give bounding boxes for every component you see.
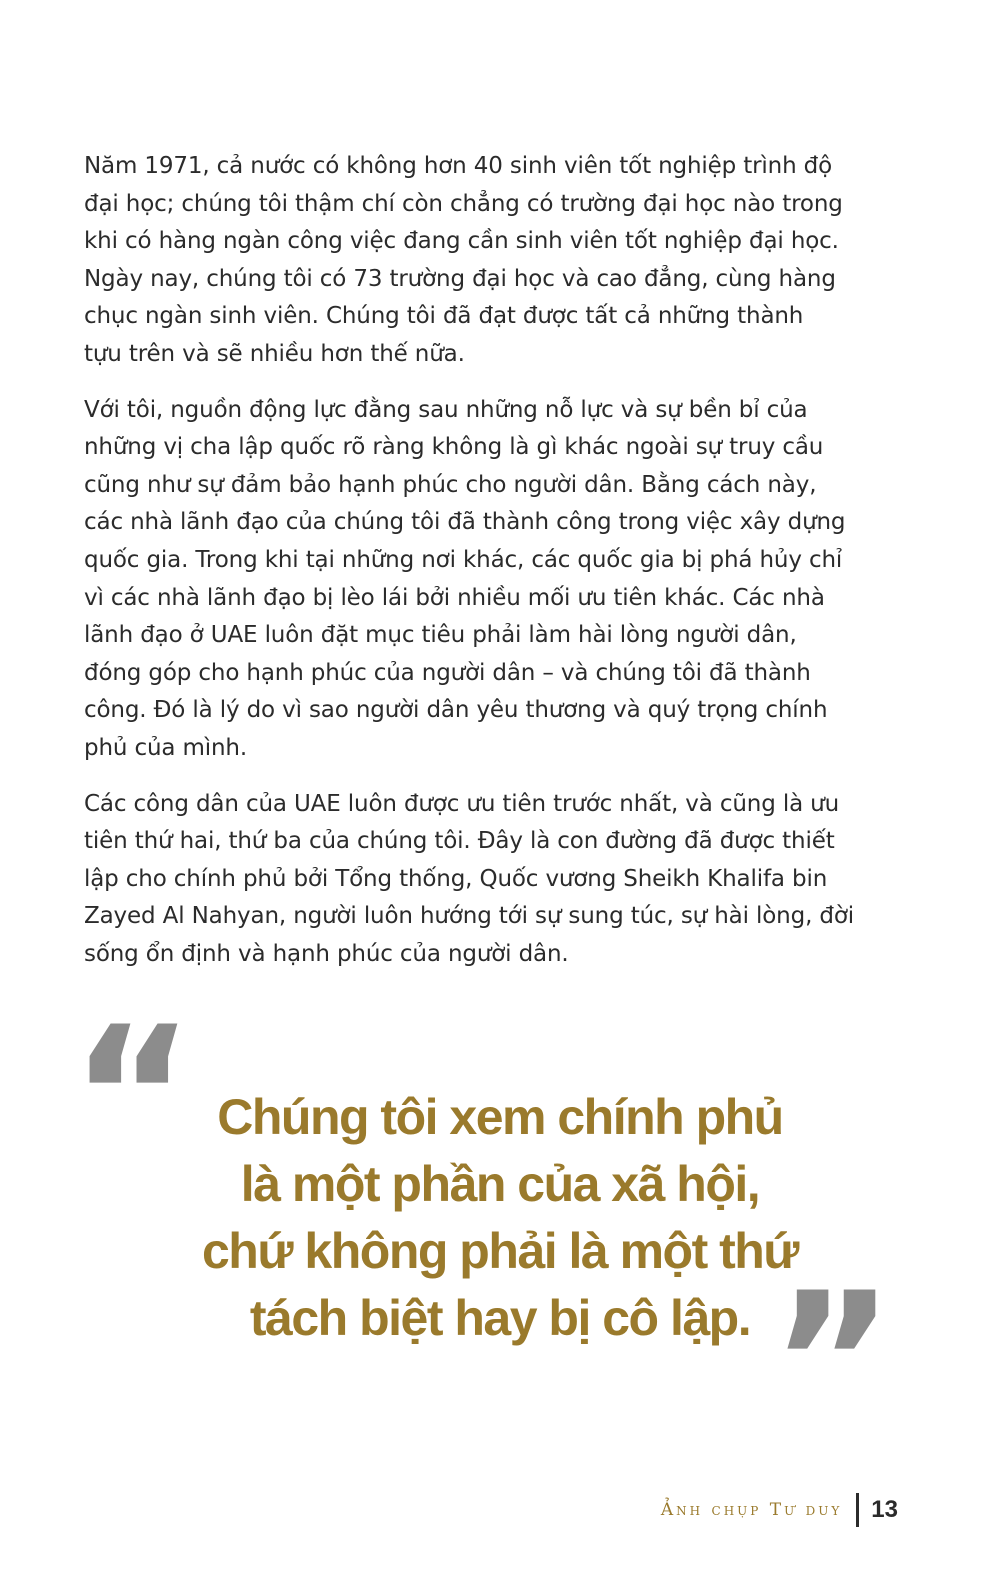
text-line: những vị cha lập quốc rõ ràng không là gì khác ngoài sự truy cầu bbox=[84, 434, 824, 461]
text-line: Năm 1971, cả nước có không hơn 40 sinh viên tốt nghiệp trình độ bbox=[84, 153, 833, 179]
paragraph-1 bbox=[84, 148, 900, 374]
pull-quote-line: chứ không phải là một thứ bbox=[201, 1223, 799, 1279]
text-line: đại học; chúng tôi thậm chí còn chẳng có trường đại học nào trong bbox=[84, 190, 843, 217]
text-line: quốc gia. Trong khi tại những nơi khác, các quốc gia bị phá hủy chỉ bbox=[84, 546, 843, 573]
text-line: khi có hàng ngàn công việc đang cần sinh viên tốt nghiệp đại học. bbox=[84, 228, 839, 255]
paragraph-2 bbox=[84, 392, 900, 768]
text-line: vì các nhà lãnh đạo bị lèo lái bởi nhiều mối ưu tiên khác. Các nhà bbox=[84, 584, 825, 611]
paragraph-3 bbox=[84, 786, 900, 974]
text-line: đóng góp cho hạnh phúc của người dân – và chúng tôi đã thành bbox=[84, 659, 811, 686]
text-line: lập cho chính phủ bởi Tổng thống, Quốc vương Sheikh Khalifa bin bbox=[84, 865, 828, 892]
text-line: sống ổn định và hạnh phúc của người dân. bbox=[84, 940, 569, 967]
text-line: tiên thứ hai, thứ ba của chúng tôi. Đây là con đường đã được thiết bbox=[84, 828, 835, 855]
running-title: Ảnh chụp Tư duy bbox=[660, 1500, 843, 1520]
text-line: cũng như sự đảm bảo hạnh phúc cho người dân. Bằng cách này, bbox=[84, 471, 817, 498]
pull-quote bbox=[70, 986, 930, 1473]
pull-quote-line: là một phần của xã hội, bbox=[240, 1156, 760, 1212]
text-line: các nhà lãnh đạo của chúng tôi đã thành công trong việc xây dựng bbox=[84, 509, 846, 536]
page-footer bbox=[661, 1490, 898, 1530]
text-line: Zayed Al Nahyan, người luôn hướng tới sự sung túc, sự hài lòng, đời bbox=[84, 903, 854, 930]
pull-quote-line: Chúng tôi xem chính phủ bbox=[217, 1089, 783, 1145]
text-line: tựu trên và sẽ nhiều hơn thế nữa. bbox=[84, 340, 465, 367]
close-quote-mark-icon: ” bbox=[770, 1252, 895, 1473]
text-line: phủ của mình. bbox=[84, 734, 248, 761]
page-number: 13 bbox=[871, 1496, 898, 1523]
pull-quote-text bbox=[190, 1084, 810, 1352]
pull-quote-line: tách biệt hay bị cô lập. bbox=[249, 1290, 751, 1346]
text-line: lãnh đạo ở UAE luôn đặt mục tiêu phải làm hài lòng người dân, bbox=[84, 622, 797, 649]
open-quote-mark-icon: “ bbox=[70, 986, 195, 1207]
body-text bbox=[84, 148, 900, 991]
text-line: Ngày nay, chúng tôi có 73 trường đại học và cao đẳng, cùng hàng bbox=[84, 265, 836, 292]
text-line: Với tôi, nguồn động lực đằng sau những nỗ lực và sự bền bỉ của bbox=[84, 396, 808, 423]
text-line: công. Đó là lý do vì sao người dân yêu thương và quý trọng chính bbox=[84, 697, 828, 724]
text-line: Các công dân của UAE luôn được ưu tiên trước nhất, và cũng là ưu bbox=[84, 790, 840, 817]
footer-divider bbox=[856, 1493, 859, 1527]
text-line: chục ngàn sinh viên. Chúng tôi đã đạt được tất cả những thành bbox=[84, 303, 804, 330]
